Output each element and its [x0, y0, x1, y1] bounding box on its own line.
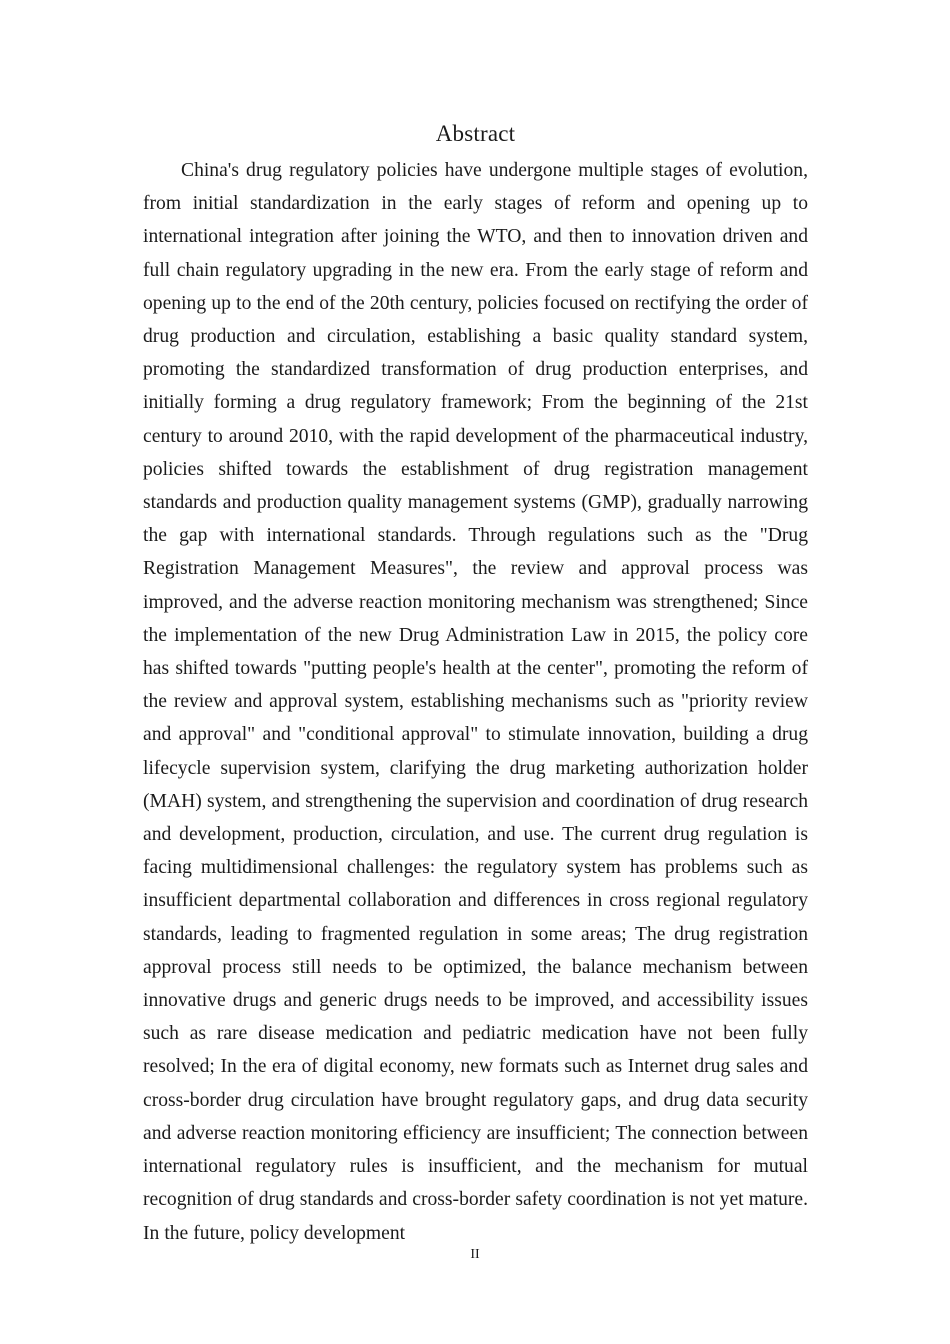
abstract-paragraph: China's drug regulatory policies have undergone multiple stages of evolution, from initial standardization in the early stages of reform and opening up to international integration after joining the WTO, and then to innovation driven and full chain regulatory upgrading in the new era. From the early stage of reform and opening up to the end of the 20th century, policies focused on rectifying the order of drug production and circulation, establishing a basic quality standard system, promoting the standardized transformation of drug production enterprises, and initially forming a drug regulatory framework; From the beginning of the 21st century to around 2010, with the rapid development of the pharmaceutical industry, policies shifted towards the establishment of drug registration management standards and production quality management systems (GMP), gradually narrowing the gap with international standards. Through regulations such as the "Drug Registration Management Measures", the review and approval process was improved, and the adverse reaction monitoring mechanism was strengthened; Since the implementation of the new Drug Administration Law in 2015, the policy core has shifted towards "putting people's health at the center", promoting the reform of the review and approval system, establishing mechanisms such as "priority review and approval" and "conditional approval" to stimulate innovation, building a drug lifecycle supervision system, clarifying the drug marketing authorization holder (MAH) system, and strengthening the supervision and coordination of drug research and development, production, circulation, and use. The current drug regulation is facing multidimensional challenges: the regulatory system has problems such as insufficient departmental collaboration and differences in cross regional regulatory standards, leading to fragmented regulation in some areas; The drug registration approval process still needs to be optimized, the balance mechanism between innovative drugs and generic drugs needs to be improved, and accessibility issues such as rare disease medication and pediatric medication have not been fully resolved; In the era of digital economy, new formats such as Internet drug sales and cross-border drug circulation have brought regulatory gaps, and drug data security and adverse reaction monitoring efficiency are insufficient; The connection between international regulatory rules is insufficient, and the mechanism for mutual recognition of drug standards and cross-border safety coordination is not yet mature. In the future, policy development	[143, 160, 808, 1244]
page-title: Abstract	[435, 121, 516, 146]
page-number: II	[470, 1247, 480, 1262]
page-content	[143, 118, 808, 1250]
